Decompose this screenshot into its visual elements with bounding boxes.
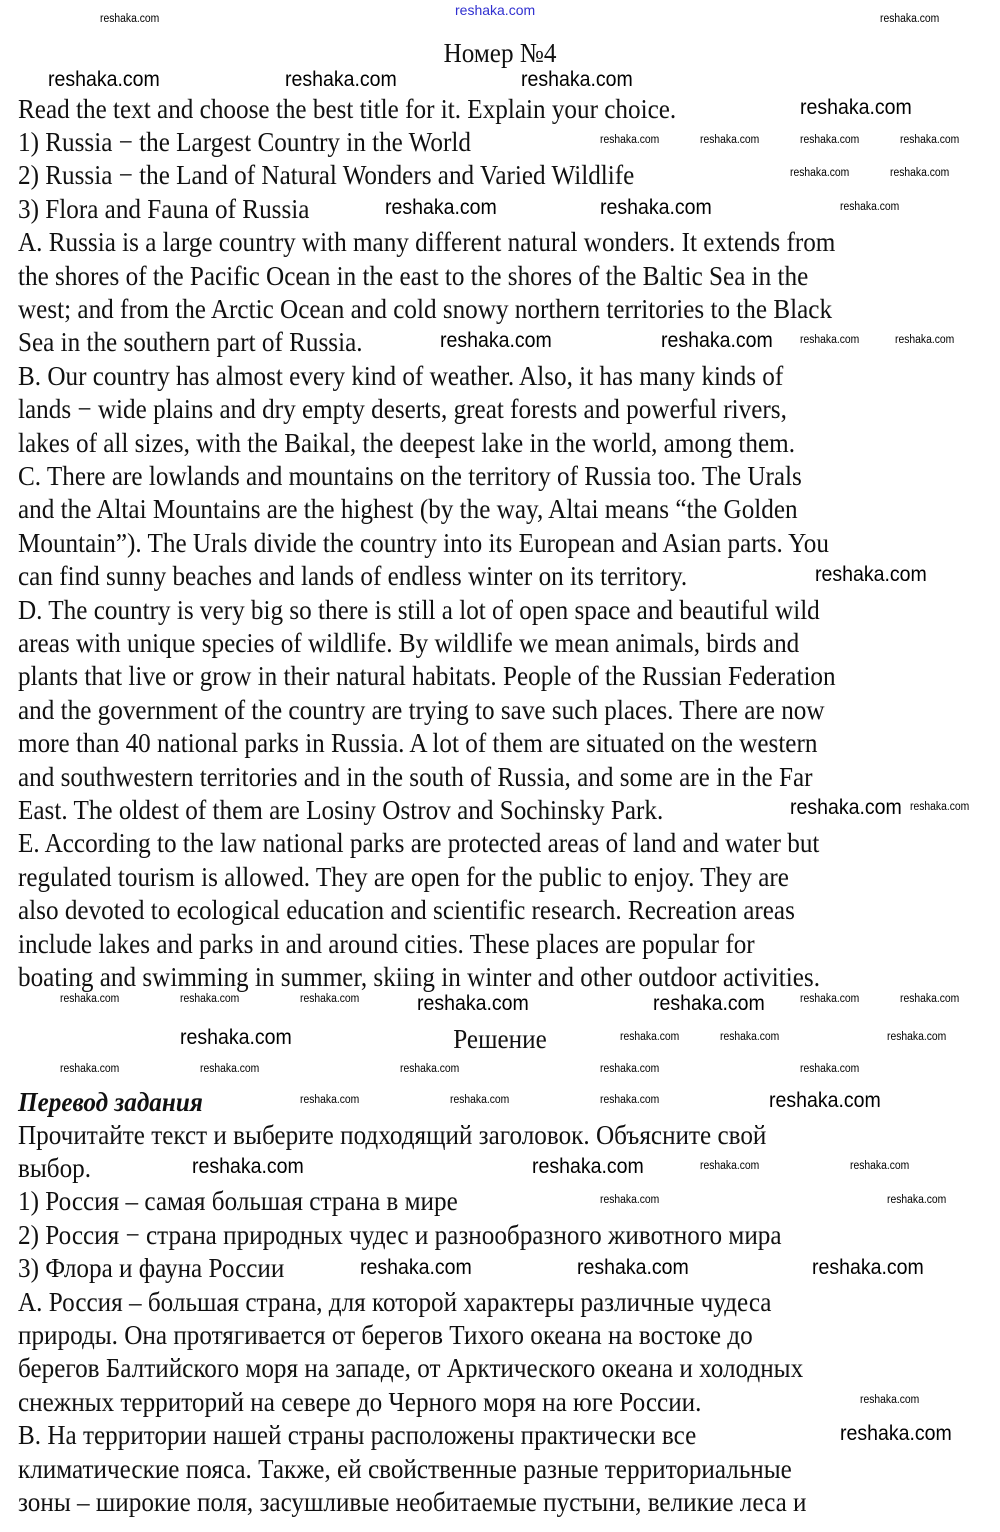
watermark: reshaka.com bbox=[60, 1063, 120, 1075]
watermark: reshaka.com bbox=[450, 1094, 510, 1106]
watermark: reshaka.com bbox=[790, 796, 902, 819]
task-text-line: lakes of all sizes, with the Baikal, the deepest lake in the world, among them. bbox=[18, 426, 796, 458]
task-text-line: A. Russia is a large country with many different natural wonders. It extends from bbox=[18, 226, 836, 258]
watermark: reshaka.com bbox=[285, 68, 397, 91]
task-text-line: 1) Russia − the Largest Country in the World bbox=[18, 125, 471, 157]
task-text-line: 3) Flora and Fauna of Russia bbox=[18, 192, 310, 224]
watermark: reshaka.com bbox=[521, 68, 633, 91]
watermark: reshaka.com bbox=[800, 334, 860, 346]
watermark: reshaka.com bbox=[910, 801, 970, 813]
task-text-line: the shores of the Pacific Ocean in the east to the shores of the Baltic Sea in the bbox=[18, 259, 809, 291]
watermark: reshaka.com bbox=[180, 1026, 292, 1049]
watermark: reshaka.com bbox=[48, 68, 160, 91]
translation-text-line: 1) Россия – самая большая страна в мире bbox=[18, 1185, 458, 1217]
task-text-line: Sea in the southern part of Russia. bbox=[18, 326, 363, 358]
solution-heading: Решение bbox=[453, 1022, 547, 1054]
watermark: reshaka.com bbox=[661, 329, 773, 352]
watermark: reshaka.com bbox=[850, 1160, 910, 1172]
watermark: reshaka.com bbox=[440, 329, 552, 352]
task-text-line: boating and swimming in summer, skiing in winter and other outdoor activities. bbox=[18, 960, 820, 992]
task-text-line: 2) Russia − the Land of Natural Wonders and Varied Wildlife bbox=[18, 159, 635, 191]
task-text-line: C. There are lowlands and mountains on the territory of Russia too. The Urals bbox=[18, 459, 802, 491]
watermark: reshaka.com bbox=[890, 167, 950, 179]
task-text-line: East. The oldest of them are Losiny Ostrov and Sochinsky Park. bbox=[18, 793, 664, 825]
task-text-line: regulated tourism is allowed. They are open for the public to enjoy. They are bbox=[18, 860, 789, 892]
task-text-line: and southwestern territories and in the south of Russia, and some are in the Far bbox=[18, 760, 813, 792]
translation-text-line: B. На территории нашей страны расположены практически все bbox=[18, 1419, 697, 1451]
watermark: reshaka.com bbox=[600, 1194, 660, 1206]
watermark: reshaka.com bbox=[769, 1089, 881, 1112]
watermark: reshaka.com bbox=[720, 1031, 780, 1043]
watermark: reshaka.com bbox=[532, 1155, 644, 1178]
task-text-line: plants that live or grow in their natural habitats. People of the Russian Federation bbox=[18, 660, 836, 692]
watermark: reshaka.com bbox=[840, 1422, 952, 1445]
translation-text-line: снежных территорий на севере до Черного моря на юге России. bbox=[18, 1385, 702, 1417]
watermark: reshaka.com bbox=[360, 1256, 472, 1279]
translation-text-line: А. Россия – большая страна, для которой характеры различные чудеса bbox=[18, 1285, 772, 1317]
watermark: reshaka.com bbox=[180, 993, 240, 1005]
watermark: reshaka.com bbox=[895, 334, 955, 346]
watermark: reshaka.com bbox=[100, 13, 160, 25]
page-title: Номер №4 bbox=[443, 36, 557, 68]
task-text-line: include lakes and parks in and around cities. These places are popular for bbox=[18, 927, 755, 959]
task-text-line: Mountain”). The Urals divide the country into its European and Asian parts. You bbox=[18, 526, 829, 558]
task-text-line: D. The country is very big so there is still a lot of open space and beautiful wild bbox=[18, 593, 820, 625]
translation-text-line: выбор. bbox=[18, 1151, 92, 1183]
watermark: reshaka.com bbox=[900, 134, 960, 146]
task-text-line: also devoted to ecological education and scientific research. Recreation areas bbox=[18, 894, 795, 926]
watermark: reshaka.com bbox=[60, 993, 120, 1005]
watermark: reshaka.com bbox=[700, 134, 760, 146]
watermark: reshaka.com bbox=[192, 1155, 304, 1178]
watermark: reshaka.com bbox=[800, 96, 912, 119]
task-text-line: Read the text and choose the best title for it. Explain your choice. bbox=[18, 92, 677, 124]
watermark: reshaka.com bbox=[600, 1063, 660, 1075]
watermark: reshaka.com bbox=[620, 1031, 680, 1043]
watermark: reshaka.com bbox=[200, 1063, 260, 1075]
watermark: reshaka.com bbox=[577, 1256, 689, 1279]
watermark: reshaka.com bbox=[385, 196, 497, 219]
watermark: reshaka.com bbox=[887, 1031, 947, 1043]
watermark: reshaka.com bbox=[812, 1256, 924, 1279]
watermark: reshaka.com bbox=[300, 1094, 360, 1106]
translation-text-line: Прочитайте текст и выберите подходящий заголовок. Объясните свой bbox=[18, 1118, 767, 1150]
watermark: reshaka.com bbox=[600, 196, 712, 219]
watermark: reshaka.com bbox=[840, 201, 900, 213]
task-text-line: west; and from the Arctic Ocean and cold snowy northern territories to the Black bbox=[18, 292, 833, 324]
watermark: reshaka.com bbox=[887, 1194, 947, 1206]
watermark: reshaka.com bbox=[800, 993, 860, 1005]
watermark: reshaka.com bbox=[700, 1160, 760, 1172]
task-text-line: can find sunny beaches and lands of endless winter on its territory. bbox=[18, 560, 688, 592]
watermark: reshaka.com bbox=[800, 1063, 860, 1075]
watermark: reshaka.com bbox=[900, 993, 960, 1005]
watermark: reshaka.com bbox=[860, 1394, 920, 1406]
translation-text-line: 2) Россия − страна природных чудес и разнообразного животного мира bbox=[18, 1218, 782, 1250]
watermark: reshaka.com bbox=[300, 993, 360, 1005]
watermark: reshaka.com bbox=[417, 992, 529, 1015]
watermark: reshaka.com bbox=[600, 134, 660, 146]
translation-text-line: зоны – широкие поля, засушливые необитаемые пустыни, великие леса и bbox=[18, 1485, 807, 1517]
translation-heading: Перевод задания bbox=[18, 1085, 203, 1117]
watermark: reshaka.com bbox=[600, 1094, 660, 1106]
translation-text-line: 3) Флора и фауна России bbox=[18, 1252, 285, 1284]
watermark: reshaka.com bbox=[790, 167, 850, 179]
task-text-line: B. Our country has almost every kind of weather. Also, it has many kinds of bbox=[18, 359, 784, 391]
task-text-line: E. According to the law national parks are protected areas of land and water but bbox=[18, 827, 820, 859]
watermark: reshaka.com bbox=[815, 563, 927, 586]
task-text-line: and the Altai Mountains are the highest (by the way, Altai means “the Golden bbox=[18, 493, 798, 525]
task-text-line: lands − wide plains and dry empty deserts, great forests and powerful rivers, bbox=[18, 393, 787, 425]
watermark: reshaka.com bbox=[880, 13, 940, 25]
task-text-line: more than 40 national parks in Russia. A lot of them are situated on the western bbox=[18, 727, 818, 759]
translation-text-line: климатические пояса. Также, ей свойственные разные территориальные bbox=[18, 1452, 792, 1484]
watermark: reshaka.com bbox=[800, 134, 860, 146]
task-text-line: areas with unique species of wildlife. By wildlife we mean animals, birds and bbox=[18, 626, 800, 658]
translation-text-line: берегов Балтийского моря на западе, от Арктического океана и холодных bbox=[18, 1352, 804, 1384]
translation-text-line: природы. Она протягивается от берегов Тихого океана на востоке до bbox=[18, 1318, 753, 1350]
task-text-line: and the government of the country are trying to save such places. There are now bbox=[18, 693, 825, 725]
watermark: reshaka.com bbox=[653, 992, 765, 1015]
watermark: reshaka.com bbox=[455, 2, 536, 18]
watermark: reshaka.com bbox=[400, 1063, 460, 1075]
